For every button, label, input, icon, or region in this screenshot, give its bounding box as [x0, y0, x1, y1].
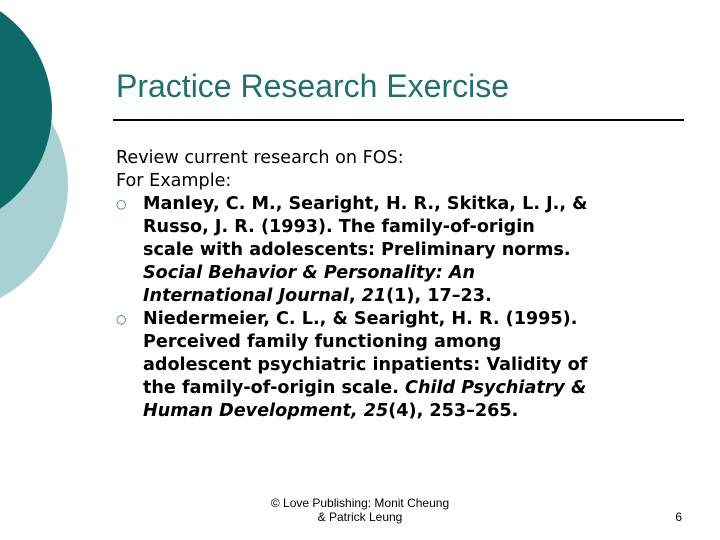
example-label: For Example: — [116, 171, 232, 191]
reference-2-journal-b: Human Development, — [143, 401, 364, 421]
reference-item-1 — [116, 193, 686, 308]
footer-copyright — [250, 496, 470, 524]
slide-title: Practice Research Exercise — [116, 68, 510, 104]
reference-1-separator: , — [348, 286, 362, 306]
reference-1-journal-a: Social Behavior & Personality: An — [143, 263, 476, 283]
reference-1-line-1: Manley, C. M., Searight, H. R., Skitka, L. J., & — [143, 194, 588, 214]
hollow-circle-bullet-icon: ○ — [116, 312, 127, 326]
footer-line-2: & Patrick Leung — [317, 510, 403, 524]
hollow-circle-bullet-icon: ○ — [116, 197, 127, 211]
reference-1-line-4 — [143, 262, 686, 285]
reference-list — [116, 193, 686, 423]
reference-1-line-2: Russo, J. R. (1993). The family-of-origin — [143, 217, 535, 237]
reference-item-2 — [116, 308, 686, 423]
reference-2-line-4 — [143, 377, 686, 400]
reference-2-line-2: Perceived family functioning among — [143, 332, 502, 352]
footer-line-1: © Love Publishing: Monit Cheung — [270, 496, 450, 510]
intro-line: Review current research on FOS: — [116, 148, 404, 168]
reference-1-line-5 — [143, 285, 686, 308]
reference-2-line-4-plain: the family-of-origin scale. — [143, 378, 406, 398]
reference-1-line-3: scale with adolescents: Preliminary norms. — [143, 240, 571, 260]
reference-2-journal-a: Child Psychiatry & — [405, 378, 587, 398]
slide-body — [116, 147, 686, 423]
reference-2-line-1: Niedermeier, C. L., & Searight, H. R. (1995). — [143, 309, 578, 329]
reference-2-line-3: adolescent psychiatric inpatients: Validity of — [143, 355, 588, 375]
reference-1-issue-pages: (1), 17–23. — [386, 286, 492, 306]
reference-2-volume: 25 — [363, 401, 389, 421]
title-divider — [113, 119, 684, 121]
page-number: 6 — [675, 510, 682, 524]
reference-2-issue-pages: (4), 253–265. — [388, 401, 519, 421]
decorative-circles — [0, 0, 80, 300]
reference-2-line-5 — [143, 400, 686, 423]
reference-1-journal-b: International Journal — [143, 286, 349, 306]
reference-1-volume: 21 — [361, 286, 387, 306]
